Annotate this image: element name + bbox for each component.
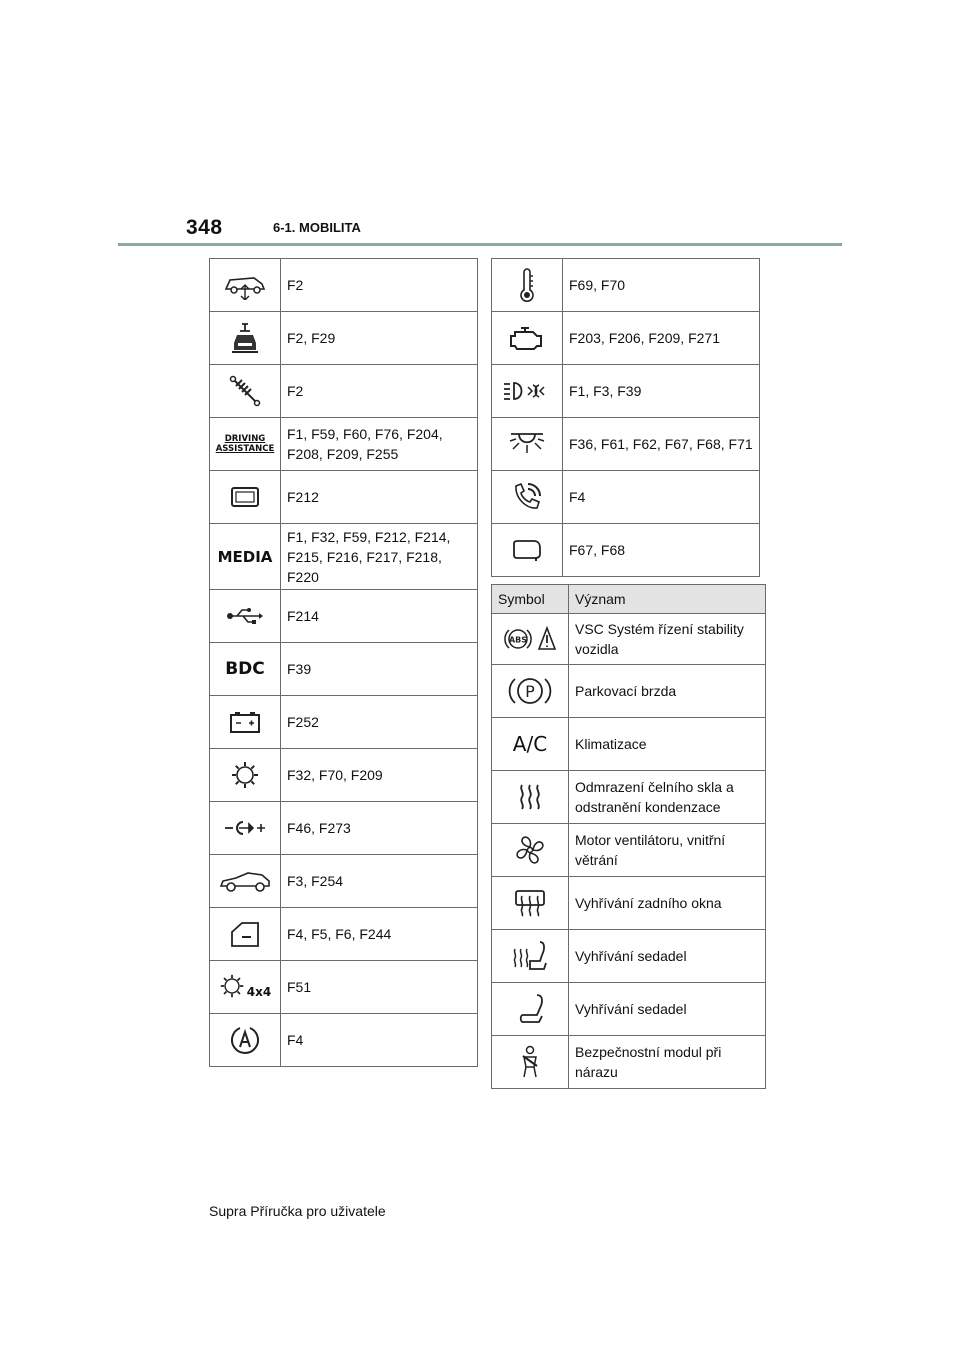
table-row (492, 259, 760, 312)
table-row (492, 614, 766, 665)
symbol-meaning: Vyhřívání sedadel (569, 983, 766, 1036)
fan-icon (492, 824, 569, 877)
table-row (492, 983, 766, 1036)
fuse-numbers: F1, F32, F59, F212, F214, F215, F216, F217, F218, F220 (281, 524, 478, 590)
fuse-numbers: F214 (281, 590, 478, 643)
symbol-meaning: VSC Systém řízení stability vozidla (569, 614, 766, 665)
usb-icon (210, 590, 281, 643)
left-fuse-table (209, 258, 478, 1067)
fuse-numbers: F46, F273 (281, 802, 478, 855)
table-header (492, 585, 766, 614)
gear-4x4-icon (210, 961, 281, 1014)
fuse-numbers: F2 (281, 365, 478, 418)
table-row (210, 908, 478, 961)
windshield-defrost-icon (492, 771, 569, 824)
table-row (492, 471, 760, 524)
headlight-icon (492, 365, 563, 418)
table-row (492, 771, 766, 824)
table-row (492, 930, 766, 983)
table-row (492, 718, 766, 771)
table-row (492, 312, 760, 365)
car-lift-icon (210, 312, 281, 365)
table-row (210, 961, 478, 1014)
bdc-label: BDC (225, 659, 265, 679)
rear-window-heat-icon (492, 877, 569, 930)
fuse-numbers: F2 (281, 259, 478, 312)
4x4-label: 4x4 (246, 984, 272, 999)
shock-absorber-icon (210, 365, 281, 418)
ac-label: A/C (512, 732, 548, 756)
table-row (210, 643, 478, 696)
plug-icon (210, 802, 281, 855)
table-row (210, 418, 478, 471)
driving-assistance-label: DRIVING ASSISTANCE (215, 434, 275, 454)
table-row (210, 590, 478, 643)
fuse-numbers: F4 (281, 1014, 478, 1067)
parking-brake-icon (492, 665, 569, 718)
table-row (210, 1014, 478, 1067)
fuse-numbers: F203, F206, F209, F271 (563, 312, 760, 365)
seat-icon (492, 983, 569, 1036)
table-row (210, 365, 478, 418)
fuse-numbers: F1, F59, F60, F76, F204, F208, F209, F255 (281, 418, 478, 471)
symbol-table (491, 584, 766, 1089)
table-row (492, 665, 766, 718)
page-header (118, 212, 842, 246)
fuse-numbers: F212 (281, 471, 478, 524)
table-row (492, 1036, 766, 1089)
header-rule (118, 243, 842, 246)
fuse-numbers: F4, F5, F6, F244 (281, 908, 478, 961)
table-row (492, 524, 760, 577)
header-symbol: Symbol (492, 585, 569, 614)
fuse-numbers: F1, F3, F39 (563, 365, 760, 418)
table-row (210, 312, 478, 365)
fuse-numbers: F69, F70 (563, 259, 760, 312)
seat-heat-icon (492, 930, 569, 983)
page-number: 348 (186, 216, 223, 239)
symbol-meaning: Vyhřívání zadního okna (569, 877, 766, 930)
table-row (210, 524, 478, 590)
table-row (210, 749, 478, 802)
bdc-icon (210, 643, 281, 696)
airbag-icon (492, 1036, 569, 1089)
media-icon (210, 524, 281, 590)
fuse-numbers: F2, F29 (281, 312, 478, 365)
fuse-numbers: F4 (563, 471, 760, 524)
phone-icon (492, 471, 563, 524)
fuse-numbers: F252 (281, 696, 478, 749)
driving-assistance-icon (210, 418, 281, 471)
abs-warning-icon (492, 614, 569, 665)
fuse-numbers: F3, F254 (281, 855, 478, 908)
fuse-numbers: F39 (281, 643, 478, 696)
gear-icon (210, 749, 281, 802)
right-fuse-table (491, 258, 760, 577)
p-label: P (525, 682, 535, 701)
table-row (492, 418, 760, 471)
table-row (492, 365, 760, 418)
fuse-numbers: F51 (281, 961, 478, 1014)
door-icon (210, 908, 281, 961)
abs-label: ABS (508, 635, 528, 645)
table-row (492, 877, 766, 930)
table-row (210, 259, 478, 312)
mirror-icon (492, 524, 563, 577)
table-row (210, 802, 478, 855)
car-icon (210, 855, 281, 908)
media-label: MEDIA (217, 547, 273, 566)
thermometer-icon (492, 259, 563, 312)
symbol-meaning: Klimatizace (569, 718, 766, 771)
table-row (210, 471, 478, 524)
battery-icon (210, 696, 281, 749)
table-row (210, 855, 478, 908)
fuse-numbers: F36, F61, F62, F67, F68, F71 (563, 418, 760, 471)
header-meaning: Význam (569, 585, 766, 614)
fuse-numbers: F67, F68 (563, 524, 760, 577)
ac-icon (492, 718, 569, 771)
display-icon (210, 471, 281, 524)
section-title: 6-1. MOBILITA (273, 220, 361, 235)
footer-text: Supra Příručka pro uživatele (209, 1203, 386, 1219)
engine-icon (492, 312, 563, 365)
auto-stop-start-icon (210, 1014, 281, 1067)
symbol-meaning: Motor ventilátoru, vnitřní větrání (569, 824, 766, 877)
fuse-numbers: F32, F70, F209 (281, 749, 478, 802)
symbol-meaning: Vyhřívání sedadel (569, 930, 766, 983)
interior-light-icon (492, 418, 563, 471)
symbol-meaning: Odmrazení čelního skla a odstranění kondenzace (569, 771, 766, 824)
symbol-meaning: Bezpečnostní modul při nárazu (569, 1036, 766, 1089)
symbol-meaning: Parkovací brzda (569, 665, 766, 718)
table-row (210, 696, 478, 749)
vehicle-height-icon (210, 259, 281, 312)
table-row (492, 824, 766, 877)
